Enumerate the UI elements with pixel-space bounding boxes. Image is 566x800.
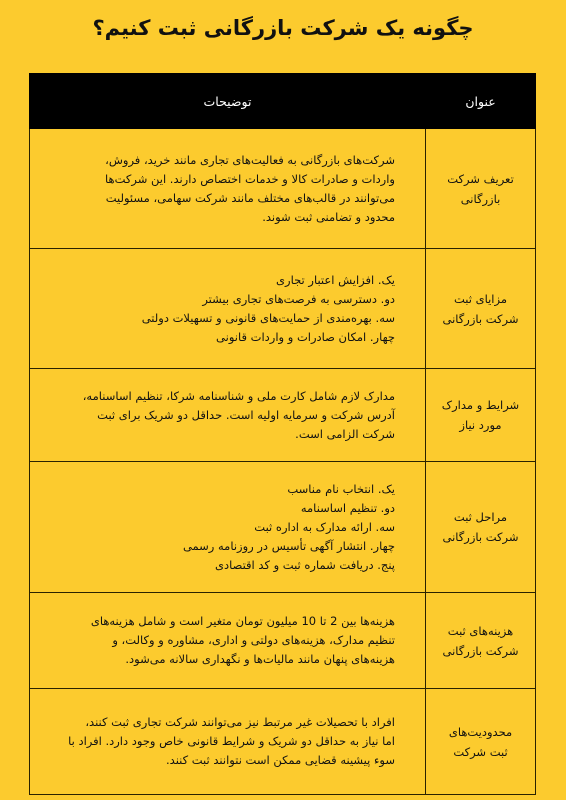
row-title-line: شرکت بازرگانی: [442, 643, 519, 658]
page-title: چگونه یک شرکت بازرگانی ثبت کنیم؟: [92, 16, 474, 40]
description-line: چهار. امکان صادرات و واردات قانونی: [216, 329, 395, 344]
table-row: [30, 689, 536, 795]
description-line: چهار. انتشار آگهی تأسیس در روزنامه رسمی: [182, 538, 395, 553]
row-title-line: مزایای ثبت: [453, 291, 508, 306]
table-header-row: [30, 74, 536, 129]
row-title-line: بازرگانی: [460, 191, 501, 206]
row-title-cell: [426, 369, 536, 462]
description-line: هزینه‌های پنهان مانند مالیات‌ها و نگهداری سالانه می‌شود.: [125, 652, 395, 666]
description-line: مدارک لازم شامل کارت ملی و شناسنامه شرکا، تنظیم اساسنامه،: [82, 388, 395, 403]
row-title-line: محدودیت‌های: [448, 724, 513, 739]
description-line: دو. دسترسی به فرصت‌های تجاری بیشتر: [202, 291, 395, 306]
description-line: سه. بهره‌مندی از حمایت‌های قانونی و تسهیلات دولتی: [141, 310, 395, 325]
row-title-line: مراحل ثبت: [453, 510, 508, 524]
description-line: سه. ارائه مدارک به اداره ثبت: [254, 519, 395, 534]
row-title-cell: [426, 462, 536, 593]
row-description-cell: [30, 369, 426, 462]
row-description-cell: [30, 249, 426, 369]
description-line: واردات و صادرات کالا و خدمات اختصاص دارند. این شرکت‌ها: [105, 171, 395, 186]
description-line: تنظیم مدارک، هزینه‌های دولتی و اداری، مشاوره و وکالت، و: [112, 633, 395, 647]
table-row: [30, 462, 536, 593]
description-line: می‌توانند در قالب‌های مختلف مانند شرکت سهامی، مسئولیت: [105, 190, 395, 205]
row-title-line: تعریف شرکت: [447, 171, 514, 186]
description-line: پنج. دریافت شماره ثبت و کد اقتصادی: [214, 557, 395, 572]
table-row: [30, 369, 536, 462]
description-line: شرکت‌های بازرگانی به فعالیت‌های تجاری مانند خرید، فروش،: [105, 152, 395, 167]
table-row: [30, 249, 536, 369]
row-title-line: شرکت بازرگانی: [442, 311, 519, 326]
header-title: عنوان: [426, 74, 536, 129]
row-description-cell: [30, 129, 426, 249]
table-row: [30, 593, 536, 689]
description-line: اما نیاز به حداقل دو شریک و شرایط قانونی خاص وجود دارد. افراد با: [68, 734, 395, 748]
row-description-cell: [30, 689, 426, 795]
row-title-cell: [426, 129, 536, 249]
row-description-cell: [30, 593, 426, 689]
description-line: سوء پیشینه قضایی ممکن است نتوانند ثبت کنند.: [166, 753, 395, 767]
header-description: توضیحات: [30, 74, 426, 129]
description-line: شرکت الزامی است.: [295, 426, 395, 441]
row-title-cell: [426, 689, 536, 795]
row-title-line: شرایط و مدارک: [441, 398, 520, 412]
description-line: دو. تنظیم اساسنامه: [300, 500, 395, 515]
row-title-line: مورد نیاز: [459, 418, 502, 432]
description-line: هزینه‌ها بین 2 تا 10 میلیون تومان متغیر است و شامل هزینه‌های: [90, 614, 395, 628]
info-table: [29, 73, 536, 795]
description-line: محدود و تضامنی ثبت شوند.: [262, 209, 395, 224]
table-row: [30, 129, 536, 249]
description-line: آدرس شرکت و سرمایه اولیه است. حداقل دو شریک برای ثبت: [97, 407, 395, 422]
row-title-line: شرکت بازرگانی: [442, 530, 519, 544]
description-line: افراد با تحصیلات غیر مرتبط نیز می‌توانند شرکت تجاری ثبت کنند،: [85, 715, 395, 729]
description-line: یک. انتخاب نام مناسب: [287, 481, 395, 496]
row-title-line: ثبت شرکت: [453, 744, 508, 759]
row-title-cell: [426, 249, 536, 369]
row-title-line: هزینه‌های ثبت: [447, 623, 514, 638]
description-line: یک. افزایش اعتبار تجاری: [276, 272, 395, 287]
row-title-cell: [426, 593, 536, 689]
row-description-cell: [30, 462, 426, 593]
